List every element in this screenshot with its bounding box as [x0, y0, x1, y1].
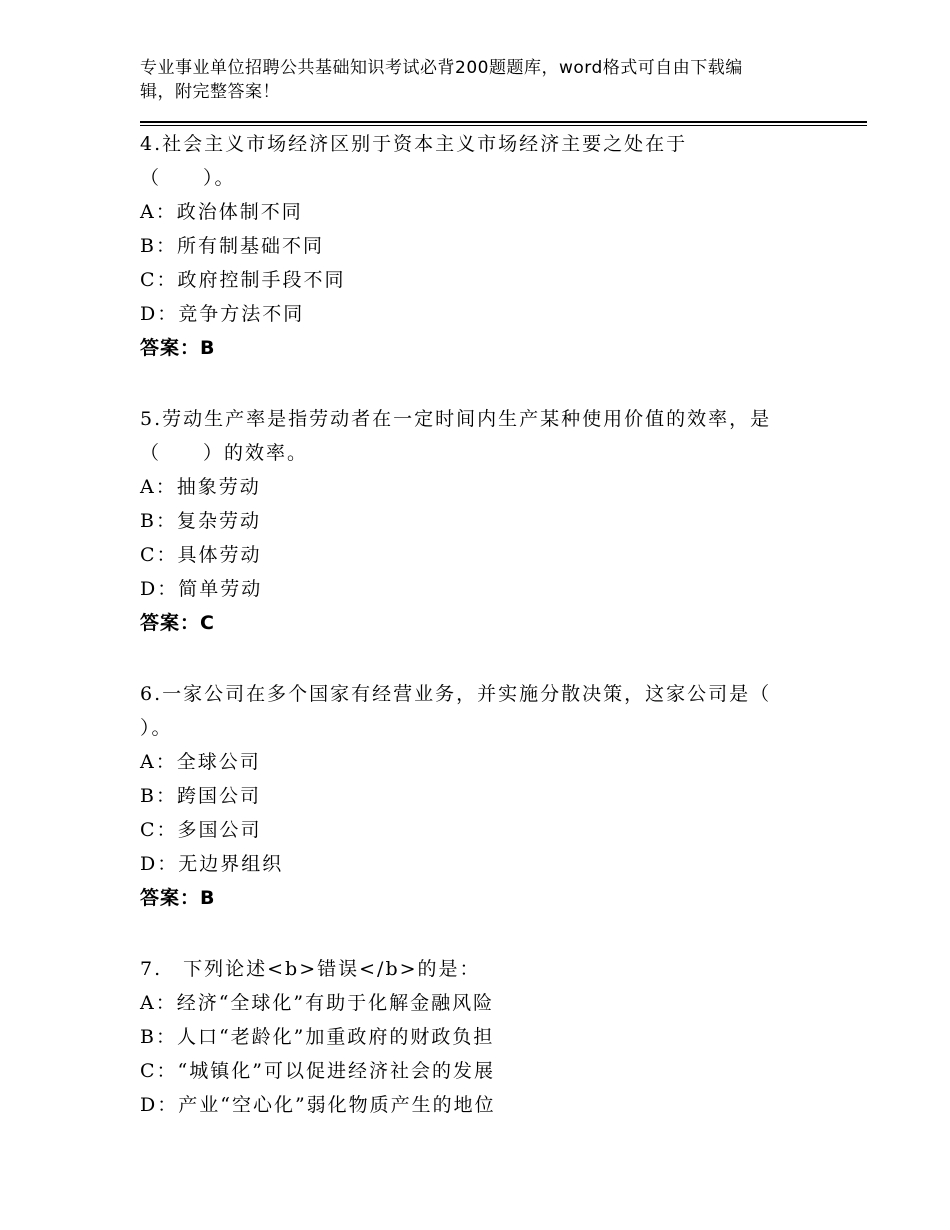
option-d: D：无边界组织: [140, 853, 284, 875]
question-list: [140, 127, 820, 1122]
question-stem-continued: ）。: [140, 717, 173, 739]
option-a: A：全球公司: [140, 751, 261, 773]
question-7: [140, 952, 820, 1122]
option-c: C：具体劳动: [140, 544, 262, 566]
document-header: [140, 56, 800, 104]
header-divider-thick: [140, 121, 867, 123]
option-d: D：简单劳动: [140, 578, 263, 600]
answer-line: 答案：B: [140, 337, 216, 359]
header-divider-thin: [140, 125, 867, 126]
spacer: [140, 915, 820, 949]
header-line-1: 专业事业单位招聘公共基础知识考试必背200题题库，word格式可自由下载编: [140, 58, 743, 78]
option-c: C：“城镇化”可以促进经济社会的发展: [140, 1060, 495, 1082]
option-b: B：跨国公司: [140, 785, 261, 807]
option-a: A：政治体制不同: [140, 201, 303, 223]
question-stem-continued: （ ）的效率。: [140, 442, 309, 464]
header-line-2: 辑，附完整答案！: [140, 82, 280, 102]
question-6: [140, 677, 820, 915]
spacer: [140, 365, 820, 399]
answer-line: 答案：C: [140, 612, 215, 634]
question-5: [140, 402, 820, 640]
question-stem-continued: （ ）。: [140, 167, 236, 189]
option-b: B：复杂劳动: [140, 510, 261, 532]
option-c: C：政府控制手段不同: [140, 269, 346, 291]
answer-line: 答案：B: [140, 887, 216, 909]
option-d: D：产业“空心化”弱化物质产生的地位: [140, 1094, 496, 1116]
option-a: A：经济“全球化”有助于化解金融风险: [140, 992, 495, 1014]
question-stem: 4.社会主义市场经济区别于资本主义市场经济主要之处在于: [140, 133, 688, 155]
question-stem: 6.一家公司在多个国家有经营业务，并实施分散决策，这家公司是（: [140, 683, 772, 705]
question-4: [140, 127, 820, 365]
question-stem: 5.劳动生产率是指劳动者在一定时间内生产某种使用价值的效率，是: [140, 408, 772, 430]
question-stem: 7. 下列论述<b>错误</b>的是：: [140, 958, 481, 980]
spacer: [140, 640, 820, 674]
option-c: C：多国公司: [140, 819, 262, 841]
option-b: B：所有制基础不同: [140, 235, 324, 257]
option-d: D：竞争方法不同: [140, 303, 305, 325]
option-b: B：人口“老龄化”加重政府的财政负担: [140, 1026, 495, 1048]
option-a: A：抽象劳动: [140, 476, 261, 498]
